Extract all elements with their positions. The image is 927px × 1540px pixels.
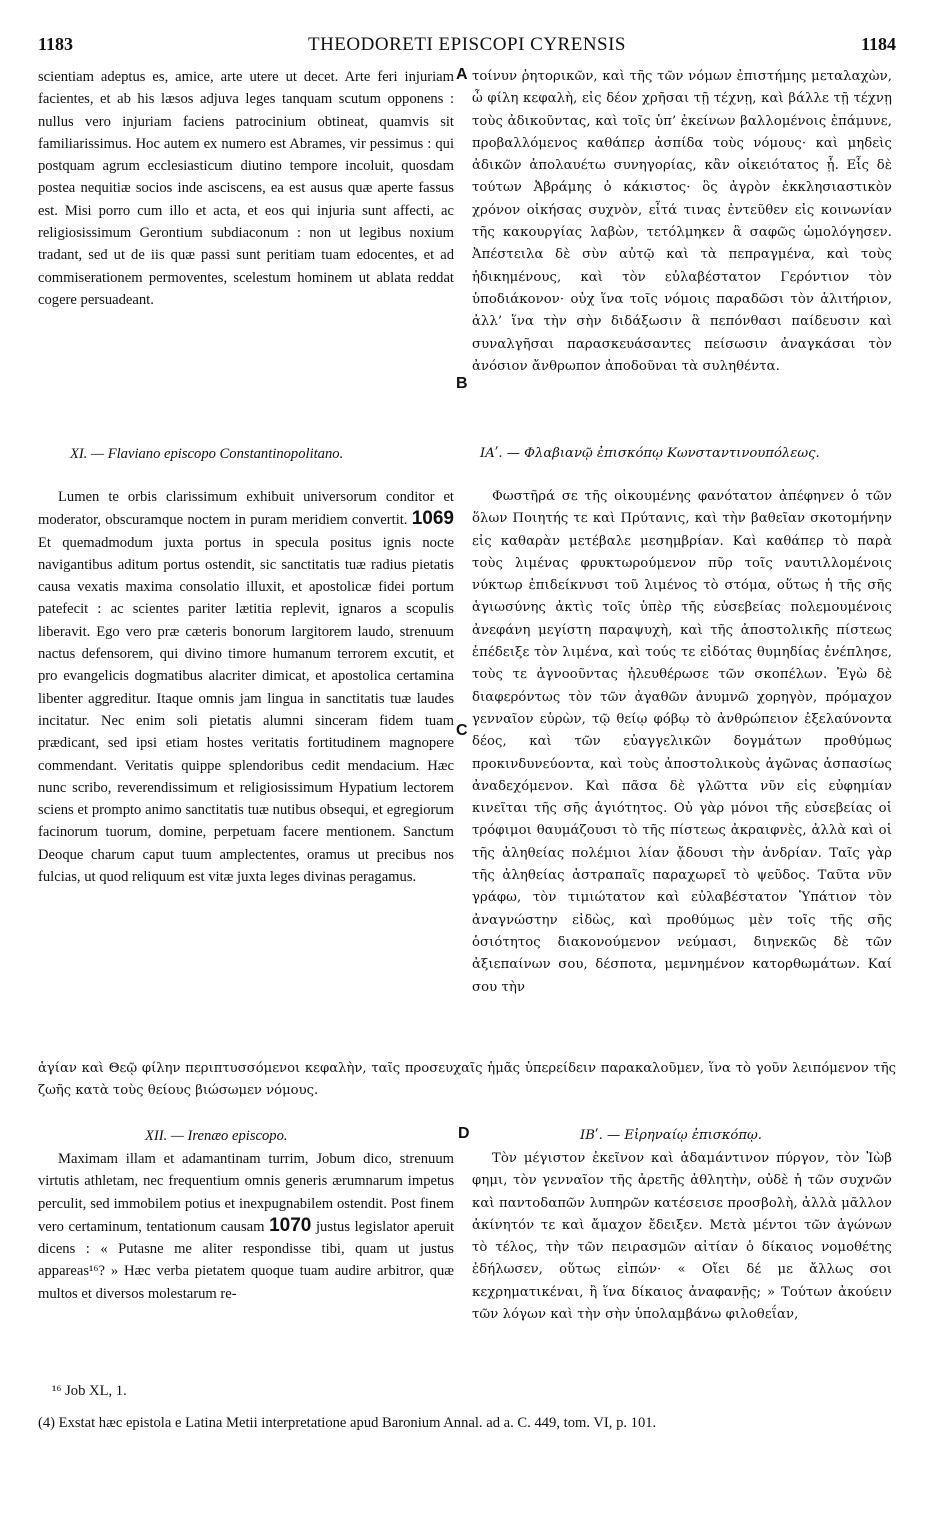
section-marker-d: D	[458, 1125, 470, 1142]
section-marker-b: B	[456, 375, 468, 392]
latin-sentence: Maximam illam et adamantinam turrim, Jobum dico, strenuum virtutis athletam, nec frequentium omnis generis ærumnarum impetus perculit, sed immobilem potius et inexpugnabilem ostendit. Post finem vero certaminum, tentationum causam	[38, 1151, 454, 1235]
latin-paragraph	[38, 1148, 454, 1305]
latin-sentence: justus legislator aperuit dicens : « Putasne me aliter respondisse tibi, quam ut justus appareas¹⁶? » Hæc verba pietatem quoque tuam audire arbitror, quæ multos et diversos molestarum re-	[38, 1218, 455, 1302]
running-title: THEODORETI EPISCOPI CYRENSIS	[307, 34, 627, 55]
latin-heading-text: XII. — Irenæo episcopo.	[145, 1128, 288, 1144]
latin-text-block-2	[38, 486, 454, 888]
column-number-1070: 1070	[269, 1214, 312, 1236]
latin-heading-xi	[70, 443, 454, 465]
latin-heading-xii	[145, 1125, 445, 1147]
greek-heading-text: ΙΒʹ. — Εἰρηναίῳ ἐπισκόπῳ.	[580, 1128, 762, 1143]
greek-paragraph: Φωστῆρά σε τῆς οἰκουμένης φανότατον ἀπέφηνεν ὁ τῶν ὅλων Ποιητής τε καὶ Πρύτανις, καὶ τὴν βαθεῖαν σκοτομήνην εἰς καθαρὰν μετέβαλε μεσημβρίαν. Καὶ καθάπερ τὸ παρὰ τοὺς λιμένας φρυκτωρούμενον πῦρ τοῖς ναυτιλλομένοις νύκτωρ ἐπιδείκνυσι τοῦ λιμένος τὸ στόμα, οὕτως ἡ τῆς σῆς ἁγιωσύνης ἀκτὶς τοῖς ὑπὲρ τῆς εὐσεβείας πολεμουμένοις ἀνεφάνη μεγίστη παραψυχὴ, καὶ τῆς ἀποστολικῆς πίστεως ἐπέδειξε τὸν λιμένα, καὶ τούς τε εἰδότας θυμηδίας ἐνέπλησε, τοὺς τε ἀγνοοῦντας ἠλευθέρωσε τῶν σκοπέλων. Ἐγὼ δὲ διαφερόντως τὸν τῶν ἀγαθῶν ἀνυμνῶ χορηγὸν, πρόμαχον γενναῖον εὑρὼν, τῷ θείῳ φόβῳ τὸ ἀνθρώπειον ἐξελαύνοντα δέος, καὶ τῶν εὐαγγελικῶν δογμάτων προθύμως προκινδυνεύοντα, καὶ τοὺς ἀποστολικοὺς ἀγῶνας ἀσπασίως ἀναδεχόμενον. Καὶ πᾶσα δὲ γλῶττα νῦν εἰς εὐφημίαν κινεῖται τῆς σῆς ἁγιότητος. Οὐ γὰρ μόνοι τῆς εὐσεβείας οἱ τρόφιμοι θαυμάζουσι τὸ τῆς πίστεως ἀκραιφνὲς, ἀλλὰ καὶ οἱ τῆς ἀληθείας πολέμιοι λίαν ᾄδουσι τὴν ἀνδρίαν. Ταῖς γὰρ τῆς ἀληθείας ἀστραπαῖς παραχωρεῖ τὸ ψεῦδος. Ταῦτα νῦν γράφω, τὸν τιμιώτατον καὶ εὐλαβέστατον Ὑπάτιον τὸν ἀναγνώστην εἰδὼς, καὶ προθύμως μὲν τοῖς τῆς σῆς ὁσιότητος διακονούμενον νεύμασι, διηνεκῶς δὲ τῶν ἀξιεπαίνων σου, δέσποτα, μεμνημένον κατορθωμάτων. Καί σου τὴν	[472, 489, 892, 995]
greek-heading-ib	[580, 1125, 880, 1147]
greek-paragraph: τοίνυν ῥητορικῶν, καὶ τῆς τῶν νόμων ἐπιστήμης μεταλαχὼν, ὦ φίλη κεφαλὴ, εἰς δέον χρῆσαι τῇ τέχνῃ, καὶ βάλλε τῇ τέχνῃ τοὺς ἀδικοῦντας, καὶ τοῖς ὑπ’ ἐκείνων βαλλομένοις ἐπάμυνε, προβαλλόμενος καθάπερ ἀσπίδα τοὺς νόμους· καὶ μηδεὶς ἀδικῶν ἀπολαυέτω συνηγορίας, κἂν οἰκειότατος ᾖ. Εἷς δὲ τούτων Ἀβράμης ὁ κάκιστος· ὃς ἀγρὸν ἐκκλησιαστικὸν χρόνον οἰκήσας συχνὸν, εἶτά τινας ἐντεῦθεν εἰς κοινωνίαν τῆς κακουργίας λαβὼν, τετόλμηκεν ἃ σαφῶς ὡμολόγησεν. Ἀπέστειλα δὲ σὺν αὐτῷ καὶ τὰ πεπραγμένα, καὶ τοὺς ἠδικημένους, καὶ τὸν εὐλαβέστατον Γερόντιον τὸν ὑποδιάκονον· οὐχ ἵνα τοῖς νόμοις παραδῶσι τὸν ἀλιτήριον, ἀλλ’ ἵνα τὴν σὴν διδάξωσιν ἃ πεπόνθασι παίδευσιν καὶ συναλγῆσαι παρασκευάσαντες πείσωσιν ἀναγκάσαι τὸν ἀνόσιον ἄνθρωπον ἀποδοῦναι τὰ συληθέντα.	[472, 69, 892, 374]
page-header	[38, 34, 896, 60]
greek-full-width-continuation	[38, 1058, 896, 1103]
footnote-16: ¹⁶ Job XL, 1.	[52, 1383, 127, 1399]
greek-heading-text: ΙΑʹ. — Φλαβιανῷ ἐπισκόπῳ Κωνσταντινουπόλεως.	[480, 446, 820, 461]
latin-sentence: Lumen te orbis clarissimum exhibuit universorum conditor et moderator, obscuramque noctem in puram meridiem convertit.	[38, 489, 454, 529]
column-number-1069: 1069	[411, 508, 454, 530]
latin-text-block-3	[38, 1148, 454, 1305]
latin-paragraph: scientiam adeptus es, amice, arte utere ut decet. Arte feri injuriam facientes, et ab his læsos adjuva leges tanquam scutum opponens : nullus vero injuriam faciens patrocinium obtineat, quamvis sit familiarissimus. Hoc autem ex numero est Abrames, vir pessimus : qui postquam agrum ecclesiasticum diutino tempore incoluit, quosdam postea nequitiæ socios inde asciscens, ea est ausus quæ aperte fassus est. Misi porro cum illo et acta, et eos qui injuria sunt affecti, ac religiosissimum Gerontium subdiaconum : non ut legibus noxium tradant, sed ut de iis quæ passi sunt peritiam tuam edocentes, et ad commiserationem permoventes, scelestum hominem ut ablata reddat cogere persuadeant.	[38, 69, 454, 308]
greek-text-block-1	[472, 66, 892, 378]
latin-paragraph	[38, 486, 454, 888]
latin-sentence: Et quemadmodum juxta portus in specula positus ignis nocte navigantibus aditum portus ostendit, sic sanctitatis tuæ radius pietatis causa vexatis maxima consolatio illuxit, et apostolicæ fidei portum patefecit : ac scientes pariter lætitia replevit, ignaros a scopulis liberavit. Ego vero præ cæteris bonorum largitorem laudo, strenuum nactus defensorem, qui divino timore humanum terrorem excutit, et pro evangelicis dogmatibus alacriter dimicat, et apostolica certamina libenter aggreditur. Itaque omnis jam lingua in sanctitatis tuæ laudes incitatur. Nec enim soli pietatis alumni sinceram fidem tuam prædicant, sed ipsi etiam hostes veritatis fortitudinem magnopere commendant. Veritatis quippe splendoribus cedit mendacium. Hæc nunc scribo, reverendissimum et religiosissimum Hypatium lectorem sciens et prompto animo sanctitatis tuæ nutibus obsequi, et egregiorum facinorum tuorum, domine, perpetuam facere mentionem. Sanctum Deoque charum caput tuum amplectentes, oramus ut precibus nos fulcias, ut quod reliquum est vitæ juxta leges divinas peragamus.	[38, 534, 454, 886]
page-number-left: 1183	[38, 34, 74, 54]
footnote-4: (4) Exstat hæc epistola e Latina Metii interpretatione apud Baronium Annal. ad a. C. 449, tom. VI, p. 101.	[38, 1415, 657, 1431]
section-marker-a: A	[456, 66, 468, 83]
greek-text-block-3	[472, 1148, 892, 1326]
greek-text-block-2	[472, 486, 892, 999]
greek-paragraph: Τὸν μέγιστον ἐκεῖνον καὶ ἀδαμάντινον πύργον, τὸν Ἰὼβ φημι, τὸν γενναῖον τῆς ἀρετῆς ἀθλητὴν, οὐδὲ ἡ τῶν συχνῶν καὶ παντοδαπῶν λυπηρῶν κατέσεισε προσβολὴ, ἀλλὰ μᾶλλον ἀκίνητόν τε καὶ ἄμαχον ἔδειξεν. Μετὰ μέντοι τῶν ἀγώνων τὸ τέλος, τὴν τῶν πειρασμῶν αἰτίαν ὁ δίκαιος νομοθέτης ἐδήλωσεν, οὕτως εἰπών· « Οἴει δέ με ἄλλως σοι κεχρηματικέναι, ἢ ἵνα δίκαιος ἀναφανῇς; » Τούτων ἀκούειν τῶν λόγων καὶ τὴν σὴν ὑπολαμβάνω φιλοθεΐαν,	[472, 1151, 892, 1323]
greek-heading-ia	[480, 443, 892, 465]
latin-heading-text: XI. — Flaviano episcopo Constantinopolitano.	[70, 446, 344, 462]
greek-paragraph: ἁγίαν καὶ Θεῷ φίλην περιπτυσσόμενοι κεφαλὴν, ταῖς προσευχαῖς ἡμᾶς ὑπερείδειν παρακαλοῦμεν, ἵνα τὸ γοῦν λειπόμενον τῆς ζωῆς κατὰ τοὺς θείους βιώσωμεν νόμους.	[38, 1061, 896, 1099]
latin-text-block-1	[38, 66, 454, 311]
page-number-right: 1184	[860, 34, 896, 54]
section-marker-c: C	[456, 722, 468, 739]
